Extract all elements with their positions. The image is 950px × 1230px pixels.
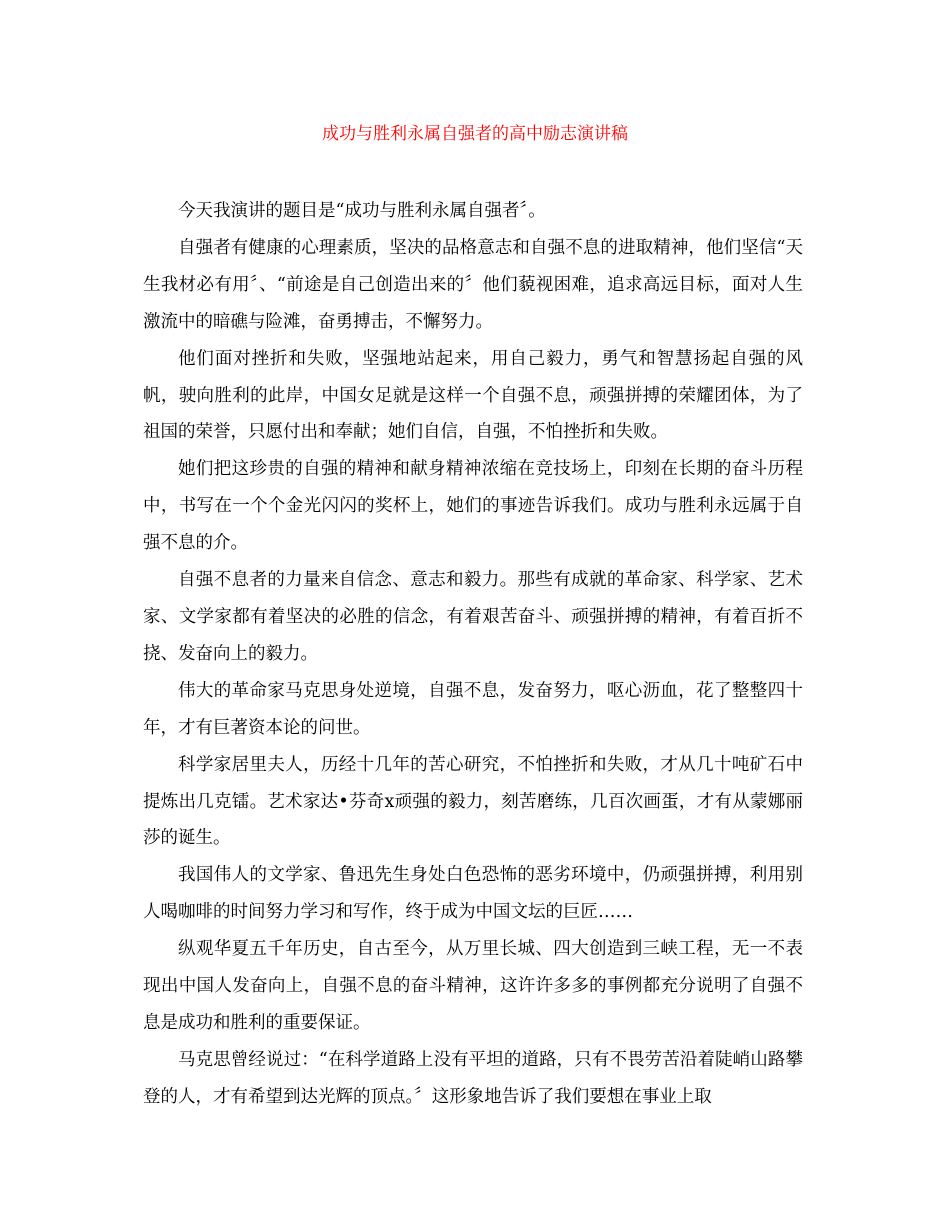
document-body [143, 193, 803, 1116]
paragraph-9: 纵观华夏五千年历史，自古至今，从万里长城、四大创造到三峡工程，无一不表现出中国人发奋向上，自强不息的奋斗精神，这许许多多的事例都充分说明了自强不息是成功和胜利的重要保证。 [143, 939, 803, 1033]
paragraph-3: 他们面对挫折和失败，坚强地站起来，用自己毅力，勇气和智慧扬起自强的风帆，驶向胜利的此岸，中国女足就是这样一个自强不息，顽强拼搏的荣耀团体，为了祖国的荣誉，只愿付出和奉献；她们自信，自强，不怕挫折和失败。 [143, 348, 803, 443]
paragraph-10: 马克思曾经说过：“在科学道路上没有平坦的道路，只有不畏劳苦沿着陡峭山路攀登的人，才有希望到达光辉的顶点。〞这形象地告诉了我们要想在事业上取 [143, 1049, 803, 1107]
paragraph-7: 科学家居里夫人，历经十几年的苦心研究，不怕挫折和失败，才从几十吨矿石中提炼出几克镭。艺术家达•芬奇x顽强的毅力，刻苦磨练，几百次画蛋，才有从蒙娜丽莎的诞生。 [143, 754, 803, 849]
paragraph-8: 我国伟人的文学家、鲁迅先生身处白色恐怖的恶劣环境中，仍顽强拼搏，利用别人喝咖啡的时间努力学习和写作，终于成为中国文坛的巨匠…… [143, 865, 803, 923]
document-title: 成功与胜利永属自强者的高中励志演讲稿 [322, 124, 628, 144]
paragraph-5: 自强不息者的力量来自信念、意志和毅力。那些有成就的革命家、科学家、艺术家、文学家都有着坚决的必胜的信念，有着艰苦奋斗、顽强拼搏的精神，有着百折不挠、发奋向上的毅力。 [143, 570, 803, 664]
paragraph-2: 自强者有健康的心理素质，坚决的品格意志和自强不息的进取精神，他们坚信“天生我材必有用〞、“前途是自己创造出来的〞他们藐视困难，追求高远目标，面对人生激流中的暗礁与险滩，奋勇搏击，不懈努力。 [143, 237, 803, 332]
paragraph-4: 她们把这珍贵的自强的精神和献身精神浓缩在竞技场上，印刻在长期的奋斗历程中，书写在一个个金光闪闪的奖杯上，她们的事迹告诉我们。成功与胜利永远属于自强不息的介。 [143, 459, 803, 554]
paragraph-6: 伟大的革命家马克思身处逆境，自强不息，发奋努力，呕心沥血，花了整整四十年，才有巨著资本论的问世。 [143, 680, 803, 738]
paragraph-1: 今天我演讲的题目是“成功与胜利永属自强者〞。 [178, 201, 546, 221]
